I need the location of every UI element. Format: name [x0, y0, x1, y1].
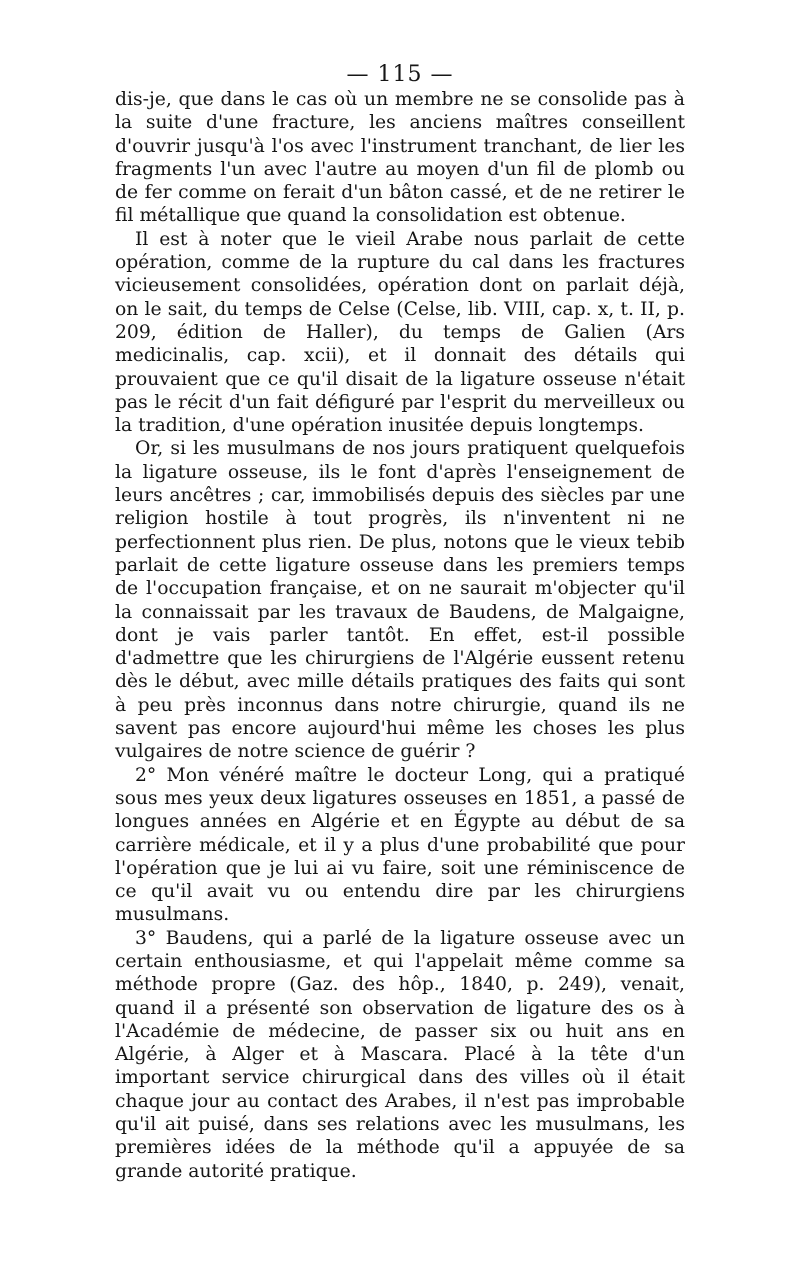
paragraph-vieil-arabe: Il est à noter que le vieil Arabe nous parlait de cette opération, comme de la rupture du cal dans les fractures vicieusement consolidées, opération dont on parlait déjà, on le sait, du temps de Celse (Celse, lib. VIII, cap. x, t. II, p. 209, édition de Haller), du temps de Galien (Ars medicinalis, cap. xcii), et il donnait des détails qui prouvaient que ce qu'il disait de la ligature osseuse n'était pas le récit d'un fait défiguré par l'esprit du merveilleux ou la tradition, d'une opération inusitée depuis longtemps.	[115, 228, 685, 437]
page-number: — 115 —	[346, 62, 454, 87]
paragraph-baudens: 3° Baudens, qui a parlé de la ligature osseuse avec un certain enthousiasme, et qui l'appelait même comme sa méthode propre (Gaz. des hôp., 1840, p. 249), venait, quand il a présenté son observation de ligature des os à l'Académie de médecine, de passer six ou huit ans en Algérie, à Alger et à Mascara. Placé à la tête d'un important service chirurgical dans des villes où il était chaque jour au contact des Arabes, il n'est pas improbable qu'il ait puisé, dans ses relations avec les musulmans, les premières idées de la méthode qu'il a appuyée de sa grande autorité pratique.	[115, 927, 685, 1182]
body-text	[115, 88, 685, 1183]
paragraph-musulmans: Or, si les musulmans de nos jours pratiquent quelquefois la ligature osseuse, ils le font d'après l'enseignement de leurs ancêtres ; car, immobilisés depuis des siècles par une religion hostile à tout progrès, ils n'inventent ni ne perfectionnent plus rien. De plus, notons que le vieux tebib parlait de cette ligature osseuse dans les premiers temps de l'occupation française, et on ne saurait m'objecter qu'il la connaissait par les travaux de Baudens, de Malgaigne, dont je vais parler tantôt. En effet, est-il possible d'admettre que les chirurgiens de l'Algérie eussent retenu dès le début, avec mille détails pratiques des faits qui sont à peu près inconnus dans notre chirurgie, quand ils ne savent pas encore aujourd'hui même les choses les plus vulgaires de notre science de guérir ?	[115, 438, 685, 763]
paragraph-continuation: dis-je, que dans le cas où un membre ne se consolide pas à la suite d'une fracture, les anciens maîtres conseillent d'ouvrir jusqu'à l'os avec l'instrument tranchant, de lier les fragments l'un avec l'autre au moyen d'un fil de plomb ou de fer comme on ferait d'un bâton cassé, et de ne retirer le fil métallique que quand la consolidation est obtenue.	[115, 89, 685, 227]
paragraph-docteur-long: 2° Mon vénéré maître le docteur Long, qui a pratiqué sous mes yeux deux ligatures osseuses en 1851, a passé de longues années en Algérie et en Égypte au début de sa carrière médicale, et il y a plus d'une probabilité que pour l'opération que je lui ai vu faire, soit une réminiscence de ce qu'il avait vu ou entendu dire par les chirurgiens musulmans.	[115, 764, 685, 926]
